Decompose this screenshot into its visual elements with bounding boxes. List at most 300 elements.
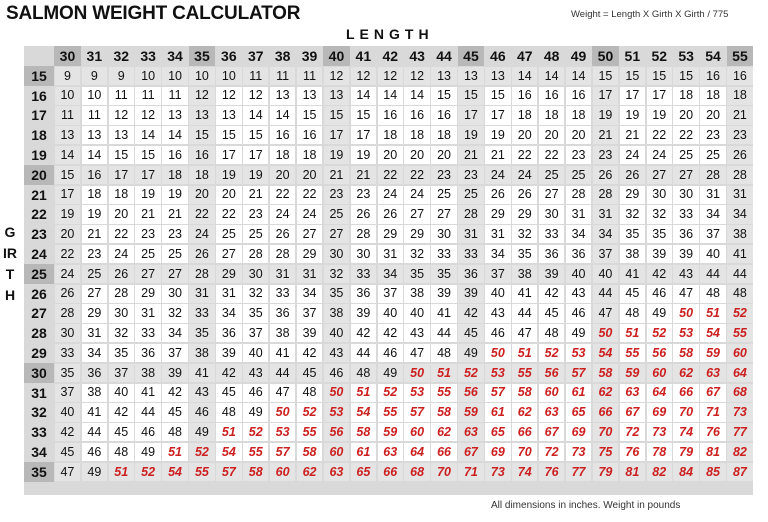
- weight-cell: 36: [216, 324, 241, 342]
- weight-cell: 24: [620, 146, 645, 164]
- weight-cell: 21: [458, 146, 483, 164]
- weight-cell: 50: [673, 304, 698, 322]
- weight-cell: 55: [378, 403, 403, 421]
- weight-cell: 37: [485, 265, 510, 283]
- weight-cell: 46: [135, 423, 160, 441]
- weight-cell: 11: [297, 67, 322, 85]
- weight-cell: 55: [189, 463, 214, 481]
- weight-cell: 31: [297, 265, 322, 283]
- weight-cell: 42: [162, 384, 187, 402]
- length-header: 35: [189, 46, 216, 66]
- weight-cell: 33: [135, 324, 160, 342]
- length-header: 47: [516, 48, 533, 64]
- weight-cell: 20: [378, 146, 403, 164]
- weight-cell: 43: [485, 304, 510, 322]
- weight-cell: 55: [512, 364, 537, 382]
- weight-cell: 32: [512, 225, 537, 243]
- weight-cell: 16: [82, 166, 107, 184]
- weight-cell: 42: [647, 265, 672, 283]
- weight-cell: 26: [378, 205, 403, 223]
- weight-cell: 20: [539, 126, 564, 144]
- weight-cell: 42: [378, 324, 403, 342]
- weight-cell: 66: [673, 384, 698, 402]
- weight-cell: 24: [512, 166, 537, 184]
- weight-cell: 12: [243, 87, 268, 105]
- weight-table: [24, 46, 753, 495]
- weight-cell: 52: [458, 364, 483, 382]
- weight-cell: 14: [135, 126, 160, 144]
- weight-cell: 18: [162, 166, 187, 184]
- weight-cell: 57: [216, 463, 241, 481]
- weight-cell: 26: [270, 225, 295, 243]
- weight-cell: 38: [270, 324, 295, 342]
- weight-cell: 29: [297, 245, 322, 263]
- weight-cell: 63: [620, 384, 645, 402]
- weight-cell: 48: [109, 443, 134, 461]
- weight-cell: 18: [673, 87, 698, 105]
- length-header: 41: [355, 48, 372, 64]
- weight-cell: 23: [593, 146, 618, 164]
- weight-cell: 31: [727, 186, 752, 204]
- weight-cell: 23: [566, 146, 591, 164]
- weight-cell: 17: [216, 146, 241, 164]
- weight-cell: 30: [55, 324, 80, 342]
- length-header: 36: [221, 48, 237, 64]
- weight-cell: 19: [216, 166, 241, 184]
- weight-cell: 15: [216, 126, 241, 144]
- weight-cell: 70: [512, 443, 537, 461]
- weight-cell: 17: [485, 106, 510, 124]
- weight-cell: 60: [539, 384, 564, 402]
- weight-cell: 77: [727, 423, 752, 441]
- weight-cell: 27: [216, 245, 241, 263]
- weight-cell: 18: [700, 87, 725, 105]
- weight-cell: 36: [539, 245, 564, 263]
- weight-cell: 30: [243, 265, 268, 283]
- weight-cell: 41: [512, 285, 537, 303]
- weight-cell: 21: [243, 186, 268, 204]
- weight-cell: 45: [620, 285, 645, 303]
- weight-cell: 14: [162, 126, 187, 144]
- weight-cell: 87: [727, 463, 752, 481]
- weight-cell: 25: [324, 205, 349, 223]
- weight-cell: 28: [593, 186, 618, 204]
- weight-cell: 79: [593, 463, 618, 481]
- weight-cell: 26: [55, 285, 80, 303]
- weight-cell: 49: [243, 403, 268, 421]
- weight-cell: 32: [243, 285, 268, 303]
- weight-cell: 14: [512, 67, 537, 85]
- weight-cell: 35: [243, 304, 268, 322]
- weight-cell: 19: [647, 106, 672, 124]
- weight-cell: 64: [727, 364, 752, 382]
- weight-cell: 20: [297, 166, 322, 184]
- weight-cell: 59: [700, 344, 725, 362]
- length-header: 39: [301, 48, 318, 64]
- weight-cell: 22: [539, 146, 564, 164]
- weight-cell: 31: [82, 324, 107, 342]
- weight-cell: 35: [431, 265, 456, 283]
- length-header: 34: [167, 48, 183, 64]
- weight-cell: 45: [297, 364, 322, 382]
- weight-cell: 18: [539, 106, 564, 124]
- weight-cell: 35: [189, 324, 214, 342]
- weight-cell: 45: [216, 384, 241, 402]
- weight-cell: 12: [378, 67, 403, 85]
- weight-cell: 32: [109, 324, 134, 342]
- weight-cell: 18: [727, 87, 752, 105]
- weight-cell: 15: [135, 146, 160, 164]
- weight-cell: 28: [351, 225, 376, 243]
- weight-cell: 48: [539, 324, 564, 342]
- girth-header: 27: [31, 305, 47, 322]
- weight-cell: 27: [673, 166, 698, 184]
- weight-cell: 17: [647, 87, 672, 105]
- weight-cell: 20: [270, 166, 295, 184]
- weight-cell: 19: [162, 186, 187, 204]
- weight-cell: 28: [458, 205, 483, 223]
- weight-cell: 67: [620, 403, 645, 421]
- weight-cell: 58: [431, 403, 456, 421]
- weight-cell: 38: [324, 304, 349, 322]
- weight-cell: 24: [55, 265, 80, 283]
- weight-cell: 61: [485, 403, 510, 421]
- girth-header: 25: [24, 264, 54, 284]
- weight-cell: 44: [135, 403, 160, 421]
- girth-header: 30: [24, 363, 54, 383]
- weight-cell: 58: [512, 384, 537, 402]
- weight-cell: 18: [297, 146, 322, 164]
- weight-cell: 70: [673, 403, 698, 421]
- weight-cell: 15: [458, 87, 483, 105]
- weight-cell: 54: [700, 324, 725, 342]
- weight-cell: 37: [109, 364, 134, 382]
- weight-cell: 27: [82, 285, 107, 303]
- weight-cell: 36: [673, 225, 698, 243]
- length-header: 43: [409, 48, 425, 64]
- weight-cell: 21: [620, 126, 645, 144]
- weight-cell: 10: [162, 67, 187, 85]
- weight-cell: 9: [82, 67, 107, 85]
- girth-header: 31: [31, 384, 47, 401]
- weight-cell: 25: [673, 146, 698, 164]
- length-header: 30: [54, 46, 81, 66]
- weight-cell: 13: [485, 67, 510, 85]
- weight-cell: 55: [243, 443, 268, 461]
- weight-cell: 18: [378, 126, 403, 144]
- weight-cell: 21: [593, 126, 618, 144]
- weight-cell: 33: [351, 265, 376, 283]
- weight-cell: 51: [162, 443, 187, 461]
- weight-cell: 69: [485, 443, 510, 461]
- weight-cell: 31: [566, 205, 591, 223]
- weight-cell: 17: [243, 146, 268, 164]
- weight-cell: 36: [82, 364, 107, 382]
- weight-cell: 30: [647, 186, 672, 204]
- weight-cell: 39: [297, 324, 322, 342]
- footnote: All dimensions in inches. Weight in pounds: [491, 500, 681, 511]
- weight-cell: 45: [458, 324, 483, 342]
- weight-cell: 73: [647, 423, 672, 441]
- weight-cell: 48: [216, 403, 241, 421]
- weight-cell: 71: [700, 403, 725, 421]
- weight-cell: 11: [162, 87, 187, 105]
- girth-header: 24: [31, 246, 47, 263]
- weight-cell: 32: [404, 245, 429, 263]
- weight-cell: 20: [566, 126, 591, 144]
- weight-cell: 31: [593, 205, 618, 223]
- weight-cell: 52: [727, 304, 752, 322]
- weight-cell: 31: [216, 285, 241, 303]
- weight-cell: 57: [404, 403, 429, 421]
- weight-cell: 63: [539, 403, 564, 421]
- weight-cell: 28: [243, 245, 268, 263]
- weight-cell: 25: [566, 166, 591, 184]
- weight-cell: 26: [485, 186, 510, 204]
- weight-cell: 16: [378, 106, 403, 124]
- weight-cell: 13: [458, 67, 483, 85]
- weight-cell: 35: [404, 265, 429, 283]
- girth-header: 33: [31, 424, 47, 441]
- weight-cell: 67: [700, 384, 725, 402]
- weight-cell: 60: [324, 443, 349, 461]
- weight-cell: 59: [458, 403, 483, 421]
- weight-cell: 10: [216, 67, 241, 85]
- weight-cell: 64: [404, 443, 429, 461]
- weight-cell: 65: [485, 423, 510, 441]
- weight-cell: 29: [378, 225, 403, 243]
- weight-cell: 19: [55, 205, 80, 223]
- weight-cell: 33: [189, 304, 214, 322]
- weight-cell: 34: [593, 225, 618, 243]
- length-header: 31: [86, 48, 103, 64]
- weight-cell: 51: [216, 423, 241, 441]
- weight-cell: 40: [566, 265, 591, 283]
- weight-cell: 20: [216, 186, 241, 204]
- weight-cell: 48: [297, 384, 322, 402]
- weight-cell: 17: [620, 87, 645, 105]
- weight-cell: 34: [566, 225, 591, 243]
- weight-cell: 25: [135, 245, 160, 263]
- weight-cell: 22: [270, 186, 295, 204]
- weight-cell: 21: [82, 225, 107, 243]
- weight-cell: 81: [620, 463, 645, 481]
- weight-cell: 16: [512, 87, 537, 105]
- weight-cell: 15: [189, 126, 214, 144]
- weight-cell: 57: [566, 364, 591, 382]
- weight-cell: 18: [512, 106, 537, 124]
- weight-cell: 10: [135, 67, 160, 85]
- weight-cell: 46: [566, 304, 591, 322]
- weight-cell: 62: [512, 403, 537, 421]
- weight-cell: 38: [404, 285, 429, 303]
- weight-cell: 28: [566, 186, 591, 204]
- weight-cell: 20: [673, 106, 698, 124]
- weight-cell: 37: [700, 225, 725, 243]
- weight-cell: 52: [135, 463, 160, 481]
- weight-cell: 22: [297, 186, 322, 204]
- weight-cell: 44: [700, 265, 725, 283]
- weight-cell: 18: [431, 126, 456, 144]
- weight-cell: 24: [404, 186, 429, 204]
- length-header: 46: [490, 48, 506, 64]
- girth-axis-label: GIRTH: [3, 224, 17, 303]
- weight-cell: 46: [82, 443, 107, 461]
- weight-cell: 14: [55, 146, 80, 164]
- weight-cell: 43: [243, 364, 268, 382]
- girth-header: 29: [31, 345, 47, 362]
- weight-cell: 29: [82, 304, 107, 322]
- weight-cell: 38: [620, 245, 645, 263]
- weight-cell: 42: [216, 364, 241, 382]
- weight-cell: 53: [404, 384, 429, 402]
- weight-cell: 54: [162, 463, 187, 481]
- weight-cell: 32: [647, 205, 672, 223]
- weight-cell: 15: [431, 87, 456, 105]
- weight-cell: 51: [351, 384, 376, 402]
- weight-cell: 15: [593, 67, 618, 85]
- weight-cell: 41: [189, 364, 214, 382]
- weight-cell: 12: [216, 87, 241, 105]
- weight-cell: 23: [458, 166, 483, 184]
- weight-cell: 58: [673, 344, 698, 362]
- weight-cell: 58: [297, 443, 322, 461]
- weight-cell: 25: [539, 166, 564, 184]
- weight-cell: 21: [162, 205, 187, 223]
- girth-header: 16: [31, 87, 47, 104]
- weight-cell: 22: [512, 146, 537, 164]
- weight-cell: 25: [162, 245, 187, 263]
- weight-cell: 15: [243, 126, 268, 144]
- weight-cell: 31: [458, 225, 483, 243]
- weight-cell: 85: [700, 463, 725, 481]
- weight-cell: 15: [647, 67, 672, 85]
- weight-cell: 62: [431, 423, 456, 441]
- weight-cell: 20: [109, 205, 134, 223]
- length-header: 45: [458, 46, 485, 66]
- weight-cell: 14: [243, 106, 268, 124]
- weight-cell: 84: [673, 463, 698, 481]
- weight-cell: 35: [512, 245, 537, 263]
- weight-cell: 27: [297, 225, 322, 243]
- weight-cell: 34: [700, 205, 725, 223]
- weight-cell: 24: [647, 146, 672, 164]
- weight-cell: 79: [673, 443, 698, 461]
- weight-cell: 82: [647, 463, 672, 481]
- weight-cell: 30: [539, 205, 564, 223]
- weight-cell: 34: [485, 245, 510, 263]
- length-header: 40: [323, 46, 350, 66]
- weight-cell: 59: [620, 364, 645, 382]
- weight-cell: 49: [378, 364, 403, 382]
- weight-cell: 48: [351, 364, 376, 382]
- weight-cell: 58: [593, 364, 618, 382]
- weight-cell: 48: [700, 285, 725, 303]
- weight-cell: 26: [189, 245, 214, 263]
- weight-cell: 25: [82, 265, 107, 283]
- weight-cell: 14: [270, 106, 295, 124]
- weight-cell: 31: [485, 225, 510, 243]
- weight-cell: 15: [620, 67, 645, 85]
- girth-header: 32: [31, 404, 47, 421]
- length-header: 51: [624, 48, 641, 64]
- girth-header: 20: [24, 165, 54, 185]
- weight-cell: 27: [539, 186, 564, 204]
- length-header: 37: [247, 48, 264, 64]
- weight-cell: 13: [162, 106, 187, 124]
- weight-cell: 41: [270, 344, 295, 362]
- weight-cell: 43: [404, 324, 429, 342]
- weight-cell: 78: [647, 443, 672, 461]
- weight-cell: 60: [727, 344, 752, 362]
- weight-cell: 19: [135, 186, 160, 204]
- weight-cell: 18: [404, 126, 429, 144]
- formula-text: Weight = Length X Girth X Girth / 775: [571, 9, 729, 20]
- weight-cell: 31: [270, 265, 295, 283]
- weight-cell: 39: [162, 364, 187, 382]
- weight-cell: 13: [216, 106, 241, 124]
- weight-cell: 14: [566, 67, 591, 85]
- weight-cell: 56: [324, 423, 349, 441]
- weight-cell: 40: [243, 344, 268, 362]
- weight-cell: 21: [135, 205, 160, 223]
- weight-cell: 21: [727, 106, 752, 124]
- weight-cell: 45: [162, 403, 187, 421]
- weight-cell: 20: [55, 225, 80, 243]
- weight-cell: 20: [700, 106, 725, 124]
- weight-cell: 23: [351, 186, 376, 204]
- weight-cell: 66: [593, 403, 618, 421]
- weight-cell: 35: [55, 364, 80, 382]
- weight-cell: 59: [378, 423, 403, 441]
- weight-cell: 15: [297, 106, 322, 124]
- weight-cell: 27: [647, 166, 672, 184]
- weight-cell: 44: [351, 344, 376, 362]
- weight-cell: 72: [539, 443, 564, 461]
- weight-cell: 14: [378, 87, 403, 105]
- weight-cell: 12: [189, 87, 214, 105]
- weight-cell: 52: [539, 344, 564, 362]
- weight-cell: 26: [620, 166, 645, 184]
- girth-header: 21: [31, 186, 47, 203]
- weight-cell: 22: [404, 166, 429, 184]
- weight-cell: 25: [431, 186, 456, 204]
- weight-cell: 12: [109, 106, 134, 124]
- weight-cell: 29: [216, 265, 241, 283]
- length-header: 48: [543, 48, 560, 64]
- weight-cell: 43: [673, 265, 698, 283]
- weight-cell: 47: [673, 285, 698, 303]
- weight-cell: 72: [620, 423, 645, 441]
- weight-cell: 69: [647, 403, 672, 421]
- weight-cell: 19: [243, 166, 268, 184]
- weight-cell: 44: [727, 265, 752, 283]
- length-header: 52: [651, 48, 668, 64]
- weight-cell: 47: [404, 344, 429, 362]
- weight-cell: 39: [673, 245, 698, 263]
- weight-cell: 42: [55, 423, 80, 441]
- weight-cell: 21: [324, 166, 349, 184]
- weight-cell: 18: [566, 106, 591, 124]
- weight-cell: 33: [458, 245, 483, 263]
- weight-cell: 37: [162, 344, 187, 362]
- weight-cell: 24: [297, 205, 322, 223]
- weight-cell: 17: [351, 126, 376, 144]
- weight-cell: 45: [539, 304, 564, 322]
- weight-cell: 53: [673, 324, 698, 342]
- weight-cell: 29: [404, 225, 429, 243]
- weight-cell: 31: [135, 304, 160, 322]
